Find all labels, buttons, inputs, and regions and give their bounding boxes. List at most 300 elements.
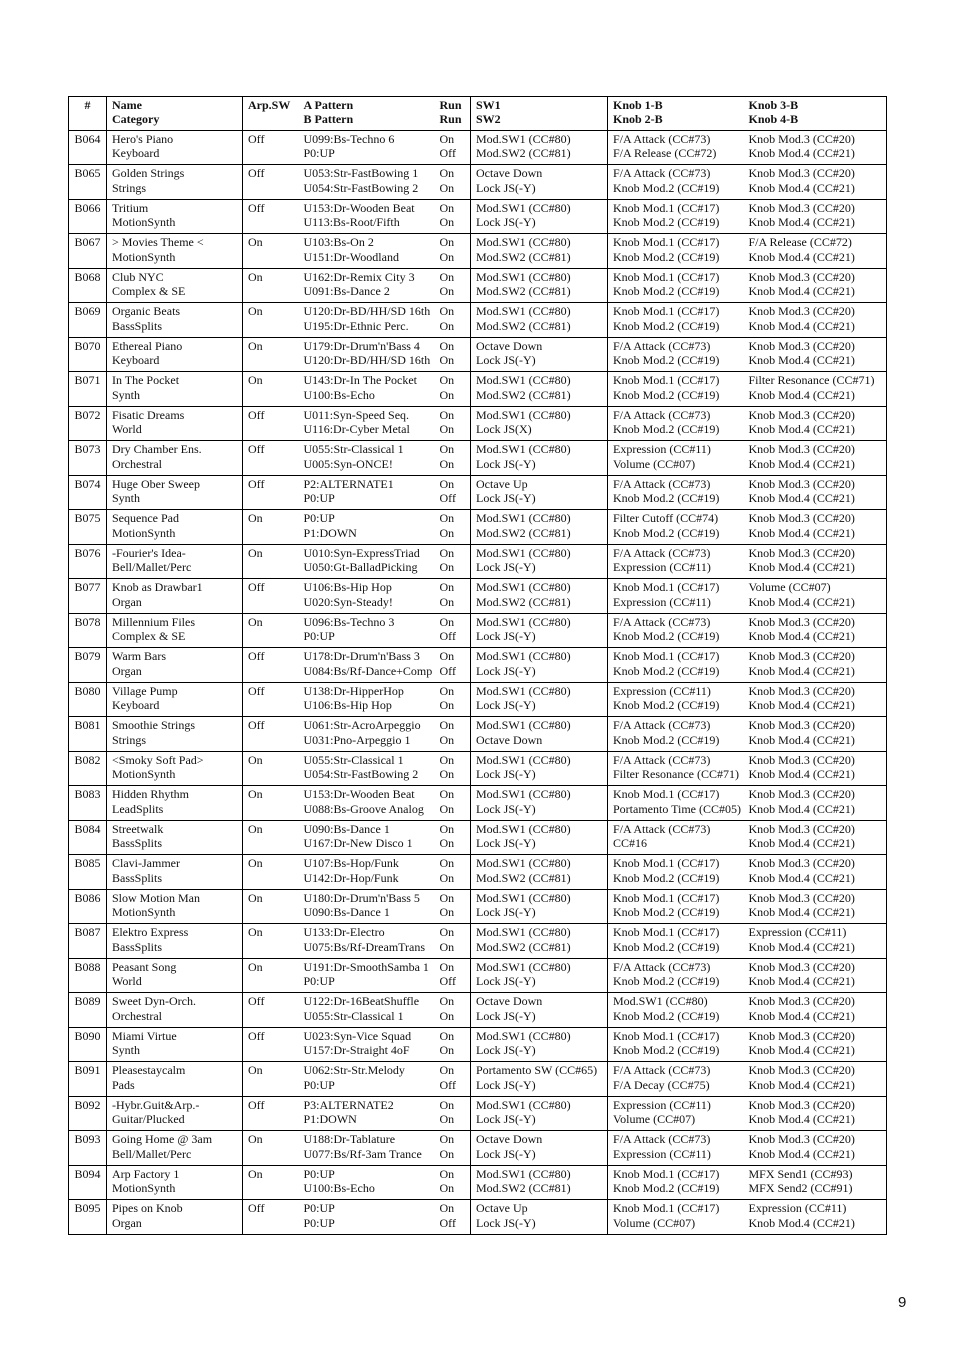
cell-knob12-line2: Knob Mod.2 (CC#19) — [613, 353, 720, 368]
cell-pattern — [299, 475, 435, 510]
cell-run — [435, 510, 471, 545]
cell-run-line1: On — [439, 1132, 455, 1147]
cell-run-line1: On — [439, 1097, 455, 1112]
cell-knob34-line2: Knob Mod.4 (CC#21) — [748, 629, 855, 644]
cell-knob34-line1: Knob Mod.3 (CC#20) — [748, 304, 855, 319]
cell-arp: On — [243, 510, 299, 545]
cell-pattern-line1: U099:Bs-Techno 6 — [303, 131, 395, 146]
cell-run-line1: On — [439, 304, 455, 319]
cell-run — [435, 855, 471, 890]
cell-run-line2: On — [439, 215, 455, 230]
cell-sw-line1: Mod.SW1 (CC#80) — [476, 959, 571, 974]
cell-num: B084 — [69, 820, 107, 855]
cell-pattern-line2: P1:DOWN — [303, 1112, 357, 1127]
cell-arp: On — [243, 1062, 299, 1097]
cell-pattern — [299, 130, 435, 165]
cell-name — [107, 751, 243, 786]
cell-pattern-line2: P0:UP — [303, 491, 335, 506]
cell-knob12-line1: Mod.SW1 (CC#80) — [613, 994, 708, 1009]
cell-sw-line2: Lock JS(-Y) — [476, 560, 536, 575]
cell-knob12 — [608, 510, 744, 545]
cell-pattern — [299, 1027, 435, 1062]
cell-knob12-line2: Volume (CC#07) — [613, 456, 696, 471]
table-row — [69, 613, 887, 648]
cell-knob12 — [608, 579, 744, 614]
cell-knob34-line1: Knob Mod.3 (CC#20) — [748, 1063, 855, 1078]
cell-sw-line1: Mod.SW1 (CC#80) — [476, 580, 571, 595]
cell-name — [107, 1096, 243, 1131]
cell-run — [435, 544, 471, 579]
table-row — [69, 924, 887, 959]
table-row — [69, 958, 887, 993]
cell-knob12-line2: F/A Release (CC#72) — [613, 146, 717, 161]
cell-knob12 — [608, 1027, 744, 1062]
cell-run — [435, 165, 471, 200]
cell-run-line2: On — [439, 767, 455, 782]
cell-name — [107, 579, 243, 614]
cell-knob34-line2: Knob Mod.4 (CC#21) — [748, 353, 855, 368]
table-header — [69, 97, 887, 131]
cell-sw-line2: Lock JS(-Y) — [476, 698, 536, 713]
cell-run-line2: On — [439, 284, 455, 299]
cell-knob12-line2: Knob Mod.2 (CC#19) — [613, 1181, 720, 1196]
cell-run — [435, 475, 471, 510]
cell-pattern — [299, 924, 435, 959]
cell-name-line1: Pleasestaycalm — [112, 1063, 186, 1078]
cell-pattern — [299, 820, 435, 855]
cell-pattern — [299, 544, 435, 579]
cell-knob12-line1: F/A Attack (CC#73) — [613, 821, 711, 836]
cell-name — [107, 993, 243, 1028]
cell-knob12 — [608, 441, 744, 476]
cell-knob12-line2: Knob Mod.2 (CC#19) — [613, 939, 720, 954]
cell-run — [435, 1027, 471, 1062]
cell-sw-line2: Lock JS(-Y) — [476, 180, 536, 195]
cell-num: B079 — [69, 648, 107, 683]
cell-num: B092 — [69, 1096, 107, 1131]
cell-num: B095 — [69, 1200, 107, 1235]
cell-sw-line1: Mod.SW1 (CC#80) — [476, 511, 571, 526]
cell-knob12-line2: Volume (CC#07) — [613, 1215, 696, 1230]
cell-pattern-line2: U050:Gt-BalladPicking — [303, 560, 418, 575]
cell-knob12-line2: Knob Mod.2 (CC#19) — [613, 870, 720, 885]
cell-knob12-line1: F/A Attack (CC#73) — [613, 1063, 711, 1078]
cell-knob34-line2: MFX Send2 (CC#91) — [748, 1181, 853, 1196]
table-row — [69, 234, 887, 269]
cell-pattern-line1: P2:ALTERNATE1 — [303, 476, 394, 491]
cell-sw — [471, 475, 608, 510]
cell-knob12 — [608, 199, 744, 234]
cell-knob34-line1: Knob Mod.3 (CC#20) — [748, 787, 855, 802]
cell-sw — [471, 786, 608, 821]
cell-knob12-line2: Knob Mod.2 (CC#19) — [613, 905, 720, 920]
cell-sw-line2: Mod.SW2 (CC#81) — [476, 525, 571, 540]
cell-knob34 — [744, 234, 887, 269]
table-row — [69, 889, 887, 924]
cell-sw-line2: Lock JS(-Y) — [476, 1008, 536, 1023]
cell-pattern-line1: U011:Syn-Speed Seq. — [303, 407, 410, 422]
cell-knob34-line2: Knob Mod.4 (CC#21) — [748, 491, 855, 506]
cell-knob12-line2: Volume (CC#07) — [613, 1112, 696, 1127]
table-row — [69, 268, 887, 303]
cell-num: B067 — [69, 234, 107, 269]
cell-knob34-line2: Knob Mod.4 (CC#21) — [748, 1077, 855, 1092]
cell-knob34-line2: Knob Mod.4 (CC#21) — [748, 1112, 855, 1127]
cell-pattern-line1: U010:Syn-ExpressTriad — [303, 545, 420, 560]
cell-pattern-line2: P0:UP — [303, 1077, 335, 1092]
cell-num: B068 — [69, 268, 107, 303]
cell-name-line2: Guitar/Plucked — [112, 1112, 185, 1127]
cell-run-line1: On — [439, 614, 455, 629]
cell-name-line1: Miami Virtue — [112, 1028, 177, 1043]
cell-knob34-line2: Knob Mod.4 (CC#21) — [748, 1008, 855, 1023]
cell-name-line1: Peasant Song — [112, 959, 177, 974]
cell-sw-line2: Lock JS(-Y) — [476, 1112, 536, 1127]
cell-knob12-line2: Knob Mod.2 (CC#19) — [613, 698, 720, 713]
cell-arp: Off — [243, 441, 299, 476]
cell-run-line2: On — [439, 353, 455, 368]
cell-name — [107, 786, 243, 821]
table-row — [69, 682, 887, 717]
cell-name-line1: -Hybr.Guit&Arp.- — [112, 1097, 200, 1112]
cell-knob34 — [744, 924, 887, 959]
cell-knob34-line2: Knob Mod.4 (CC#21) — [748, 905, 855, 920]
cell-name-line2: Strings — [112, 180, 147, 195]
cell-sw — [471, 1200, 608, 1235]
header-arp: Arp.SW — [243, 97, 299, 131]
cell-arp: Off — [243, 648, 299, 683]
cell-knob34 — [744, 130, 887, 165]
cell-knob34 — [744, 544, 887, 579]
cell-name-line1: Smoothie Strings — [112, 718, 196, 733]
cell-knob12-line1: Knob Mod.1 (CC#17) — [613, 856, 720, 871]
cell-sw — [471, 441, 608, 476]
cell-name — [107, 889, 243, 924]
cell-name-line1: Millennium Files — [112, 614, 196, 629]
cell-sw-line1: Mod.SW1 (CC#80) — [476, 1166, 571, 1181]
cell-knob34-line1: Knob Mod.3 (CC#20) — [748, 131, 855, 146]
cell-knob12-line1: Expression (CC#11) — [613, 1097, 711, 1112]
cell-pattern-line2: U100:Bs-Echo — [303, 1181, 375, 1196]
cell-sw — [471, 682, 608, 717]
cell-name — [107, 544, 243, 579]
cell-num: B069 — [69, 303, 107, 338]
cell-run-line1: On — [439, 269, 455, 284]
cell-knob34-line1: Knob Mod.3 (CC#20) — [748, 269, 855, 284]
cell-knob34 — [744, 993, 887, 1028]
cell-arp: Off — [243, 993, 299, 1028]
cell-knob12-line2: Knob Mod.2 (CC#19) — [613, 525, 720, 540]
cell-sw — [471, 924, 608, 959]
cell-arp: On — [243, 751, 299, 786]
cell-run-line2: On — [439, 1043, 455, 1058]
cell-arp: On — [243, 544, 299, 579]
cell-pattern — [299, 510, 435, 545]
cell-run-line1: On — [439, 856, 455, 871]
cell-num: B070 — [69, 337, 107, 372]
cell-run — [435, 234, 471, 269]
cell-sw-line2: Lock JS(-Y) — [476, 767, 536, 782]
cell-knob12-line2: Knob Mod.2 (CC#19) — [613, 1043, 720, 1058]
cell-pattern-line1: U133:Dr-Electro — [303, 925, 385, 940]
cell-run-line2: On — [439, 387, 455, 402]
cell-knob12-line2: Knob Mod.2 (CC#19) — [613, 732, 720, 747]
cell-arp: Off — [243, 717, 299, 752]
table-body — [69, 130, 887, 1234]
cell-name-line1: Huge Ober Sweep — [112, 476, 200, 491]
cell-knob34-line1: Knob Mod.3 (CC#20) — [748, 407, 855, 422]
header-knob12-line2: Knob 2-B — [613, 112, 663, 127]
cell-run-line1: On — [439, 1063, 455, 1078]
cell-pattern — [299, 579, 435, 614]
cell-name — [107, 1131, 243, 1166]
cell-knob12-line1: Knob Mod.1 (CC#17) — [613, 649, 720, 664]
cell-arp: On — [243, 337, 299, 372]
cell-run-line2: On — [439, 249, 455, 264]
cell-pattern-line2: U100:Bs-Echo — [303, 387, 375, 402]
table-row — [69, 786, 887, 821]
cell-knob34 — [744, 406, 887, 441]
cell-sw-line2: Lock JS(-Y) — [476, 456, 536, 471]
cell-name-line2: Organ — [112, 594, 142, 609]
cell-pattern — [299, 165, 435, 200]
cell-pattern-line1: U153:Dr-Wooden Beat — [303, 200, 415, 215]
cell-knob34 — [744, 958, 887, 993]
cell-sw — [471, 165, 608, 200]
cell-run-line1: On — [439, 131, 455, 146]
cell-knob12-line2: CC#16 — [613, 836, 648, 851]
cell-knob12-line1: Knob Mod.1 (CC#17) — [613, 269, 720, 284]
cell-sw-line1: Mod.SW1 (CC#80) — [476, 1028, 571, 1043]
cell-pattern-line2: U106:Bs-Hip Hop — [303, 698, 392, 713]
cell-name — [107, 303, 243, 338]
cell-sw-line2: Lock JS(-Y) — [476, 974, 536, 989]
cell-arp: On — [243, 786, 299, 821]
cell-pattern-line2: P0:UP — [303, 974, 335, 989]
cell-run-line2: On — [439, 836, 455, 851]
cell-sw — [471, 648, 608, 683]
cell-run-line2: On — [439, 318, 455, 333]
cell-pattern — [299, 958, 435, 993]
cell-run-line1: On — [439, 407, 455, 422]
cell-arp: Off — [243, 1200, 299, 1235]
header-name — [107, 97, 243, 131]
cell-sw-line1: Mod.SW1 (CC#80) — [476, 925, 571, 940]
table-row — [69, 303, 887, 338]
cell-name-line2: Keyboard — [112, 146, 160, 161]
cell-name — [107, 1062, 243, 1097]
cell-sw-line1: Octave Up — [476, 476, 528, 491]
cell-name-line1: Elektro Express — [112, 925, 189, 940]
cell-pattern — [299, 786, 435, 821]
cell-run-line1: On — [439, 649, 455, 664]
cell-sw-line1: Mod.SW1 (CC#80) — [476, 718, 571, 733]
header-name-line1: Name — [112, 98, 142, 112]
cell-name-line2: MotionSynth — [112, 525, 176, 540]
cell-pattern-line2: P1:DOWN — [303, 525, 357, 540]
cell-knob12-line1: Knob Mod.1 (CC#17) — [613, 580, 720, 595]
cell-run — [435, 199, 471, 234]
cell-knob12-line2: Knob Mod.2 (CC#19) — [613, 629, 720, 644]
cell-run-line2: Off — [439, 1215, 456, 1230]
cell-name-line2: Synth — [112, 387, 141, 402]
cell-sw-line2: Mod.SW2 (CC#81) — [476, 1181, 571, 1196]
cell-name-line1: Ethereal Piano — [112, 338, 183, 353]
cell-knob34-line2: Knob Mod.4 (CC#21) — [748, 663, 855, 678]
cell-run-line1: On — [439, 683, 455, 698]
cell-sw — [471, 337, 608, 372]
cell-arp: On — [243, 855, 299, 890]
cell-knob34 — [744, 1200, 887, 1235]
cell-name-line2: World — [112, 974, 142, 989]
cell-run-line1: On — [439, 373, 455, 388]
cell-name-line2: Synth — [112, 491, 141, 506]
cell-pattern-line1: U096:Bs-Techno 3 — [303, 614, 395, 629]
cell-run-line1: On — [439, 752, 455, 767]
cell-arp: Off — [243, 406, 299, 441]
cell-name-line2: World — [112, 422, 142, 437]
cell-knob12-line2: Knob Mod.2 (CC#19) — [613, 249, 720, 264]
table-row — [69, 372, 887, 407]
cell-knob34-line1: Knob Mod.3 (CC#20) — [748, 442, 855, 457]
cell-knob34 — [744, 303, 887, 338]
cell-pattern — [299, 441, 435, 476]
cell-knob12-line2: Knob Mod.2 (CC#19) — [613, 1008, 720, 1023]
cell-knob34-line1: Knob Mod.3 (CC#20) — [748, 614, 855, 629]
cell-name-line1: > Movies Theme < — [112, 235, 204, 250]
cell-pattern-line2: U142:Dr-Hop/Funk — [303, 870, 399, 885]
cell-sw — [471, 1165, 608, 1200]
cell-sw-line1: Mod.SW1 (CC#80) — [476, 131, 571, 146]
cell-run — [435, 958, 471, 993]
table-row — [69, 130, 887, 165]
cell-sw-line1: Mod.SW1 (CC#80) — [476, 649, 571, 664]
cell-num: B086 — [69, 889, 107, 924]
cell-pattern — [299, 993, 435, 1028]
cell-name — [107, 958, 243, 993]
cell-knob12 — [608, 717, 744, 752]
cell-pattern — [299, 717, 435, 752]
cell-name — [107, 717, 243, 752]
cell-run — [435, 820, 471, 855]
cell-name — [107, 510, 243, 545]
cell-knob12-line1: Knob Mod.1 (CC#17) — [613, 304, 720, 319]
cell-run — [435, 993, 471, 1028]
cell-sw — [471, 717, 608, 752]
cell-name — [107, 130, 243, 165]
cell-pattern — [299, 234, 435, 269]
header-sw-line2: SW2 — [476, 112, 501, 127]
cell-knob34-line1: MFX Send1 (CC#93) — [748, 1166, 853, 1181]
cell-sw — [471, 889, 608, 924]
cell-knob12-line1: Knob Mod.1 (CC#17) — [613, 890, 720, 905]
table-row — [69, 1200, 887, 1235]
cell-pattern-line1: P0:UP — [303, 1166, 335, 1181]
cell-pattern-line2: U054:Str-FastBowing 2 — [303, 180, 419, 195]
cell-pattern-line2: U090:Bs-Dance 1 — [303, 905, 390, 920]
cell-pattern-line2: P0:UP — [303, 1215, 335, 1230]
table-row — [69, 406, 887, 441]
cell-name-line1: In The Pocket — [112, 373, 180, 388]
cell-knob12 — [608, 855, 744, 890]
cell-name-line1: Sweet Dyn-Orch. — [112, 994, 196, 1009]
cell-knob34-line2: Knob Mod.4 (CC#21) — [748, 767, 855, 782]
cell-arp: On — [243, 372, 299, 407]
cell-sw — [471, 130, 608, 165]
cell-name-line2: BassSplits — [112, 836, 163, 851]
cell-name-line2: BassSplits — [112, 318, 163, 333]
cell-run — [435, 337, 471, 372]
cell-knob12-line1: Knob Mod.1 (CC#17) — [613, 373, 720, 388]
table-row — [69, 1096, 887, 1131]
cell-name-line2: Bell/Mallet/Perc — [112, 560, 192, 575]
cell-run — [435, 682, 471, 717]
cell-run-line1: On — [439, 200, 455, 215]
cell-run-line2: On — [439, 939, 455, 954]
table-row — [69, 855, 887, 890]
cell-run-line1: On — [439, 959, 455, 974]
cell-name-line1: Sequence Pad — [112, 511, 179, 526]
cell-pattern-line2: U151:Dr-Woodland — [303, 249, 399, 264]
cell-arp: On — [243, 303, 299, 338]
cell-knob34 — [744, 475, 887, 510]
cell-knob34-line2: Knob Mod.4 (CC#21) — [748, 836, 855, 851]
table-row — [69, 1062, 887, 1097]
cell-pattern-line1: U162:Dr-Remix City 3 — [303, 269, 415, 284]
cell-arp: On — [243, 889, 299, 924]
cell-sw-line1: Mod.SW1 (CC#80) — [476, 890, 571, 905]
cell-sw-line2: Lock JS(-Y) — [476, 905, 536, 920]
cell-knob34-line1: Volume (CC#07) — [748, 580, 831, 595]
cell-sw — [471, 993, 608, 1028]
cell-sw — [471, 1062, 608, 1097]
cell-arp: On — [243, 234, 299, 269]
cell-num: B077 — [69, 579, 107, 614]
cell-sw-line1: Mod.SW1 (CC#80) — [476, 683, 571, 698]
cell-num: B064 — [69, 130, 107, 165]
cell-run-line2: On — [439, 870, 455, 885]
cell-knob34-line1: Knob Mod.3 (CC#20) — [748, 1132, 855, 1147]
cell-num: B082 — [69, 751, 107, 786]
table-row — [69, 1027, 887, 1062]
program-table — [68, 96, 887, 1235]
cell-sw-line1: Mod.SW1 (CC#80) — [476, 545, 571, 560]
cell-knob12 — [608, 268, 744, 303]
cell-num: B065 — [69, 165, 107, 200]
cell-knob34 — [744, 1027, 887, 1062]
cell-knob34-line2: Knob Mod.4 (CC#21) — [748, 560, 855, 575]
cell-knob12-line1: F/A Attack (CC#73) — [613, 614, 711, 629]
cell-run-line1: On — [439, 821, 455, 836]
cell-knob12-line1: F/A Attack (CC#73) — [613, 476, 711, 491]
cell-run-line2: Off — [439, 663, 456, 678]
table-row — [69, 648, 887, 683]
cell-pattern — [299, 682, 435, 717]
cell-sw-line2: Lock JS(X) — [476, 422, 532, 437]
cell-sw — [471, 234, 608, 269]
cell-run — [435, 303, 471, 338]
header-knob34-line1: Knob 3-B — [748, 98, 799, 112]
cell-knob12 — [608, 303, 744, 338]
cell-run-line1: On — [439, 338, 455, 353]
cell-name-line1: Fisatic Dreams — [112, 407, 185, 422]
cell-name-line2: Pads — [112, 1077, 135, 1092]
cell-knob12-line1: Expression (CC#11) — [613, 683, 711, 698]
cell-name-line1: Knob as Drawbar1 — [112, 580, 203, 595]
cell-run — [435, 268, 471, 303]
cell-sw-line1: Mod.SW1 (CC#80) — [476, 787, 571, 802]
cell-sw-line2: Lock JS(-Y) — [476, 215, 536, 230]
